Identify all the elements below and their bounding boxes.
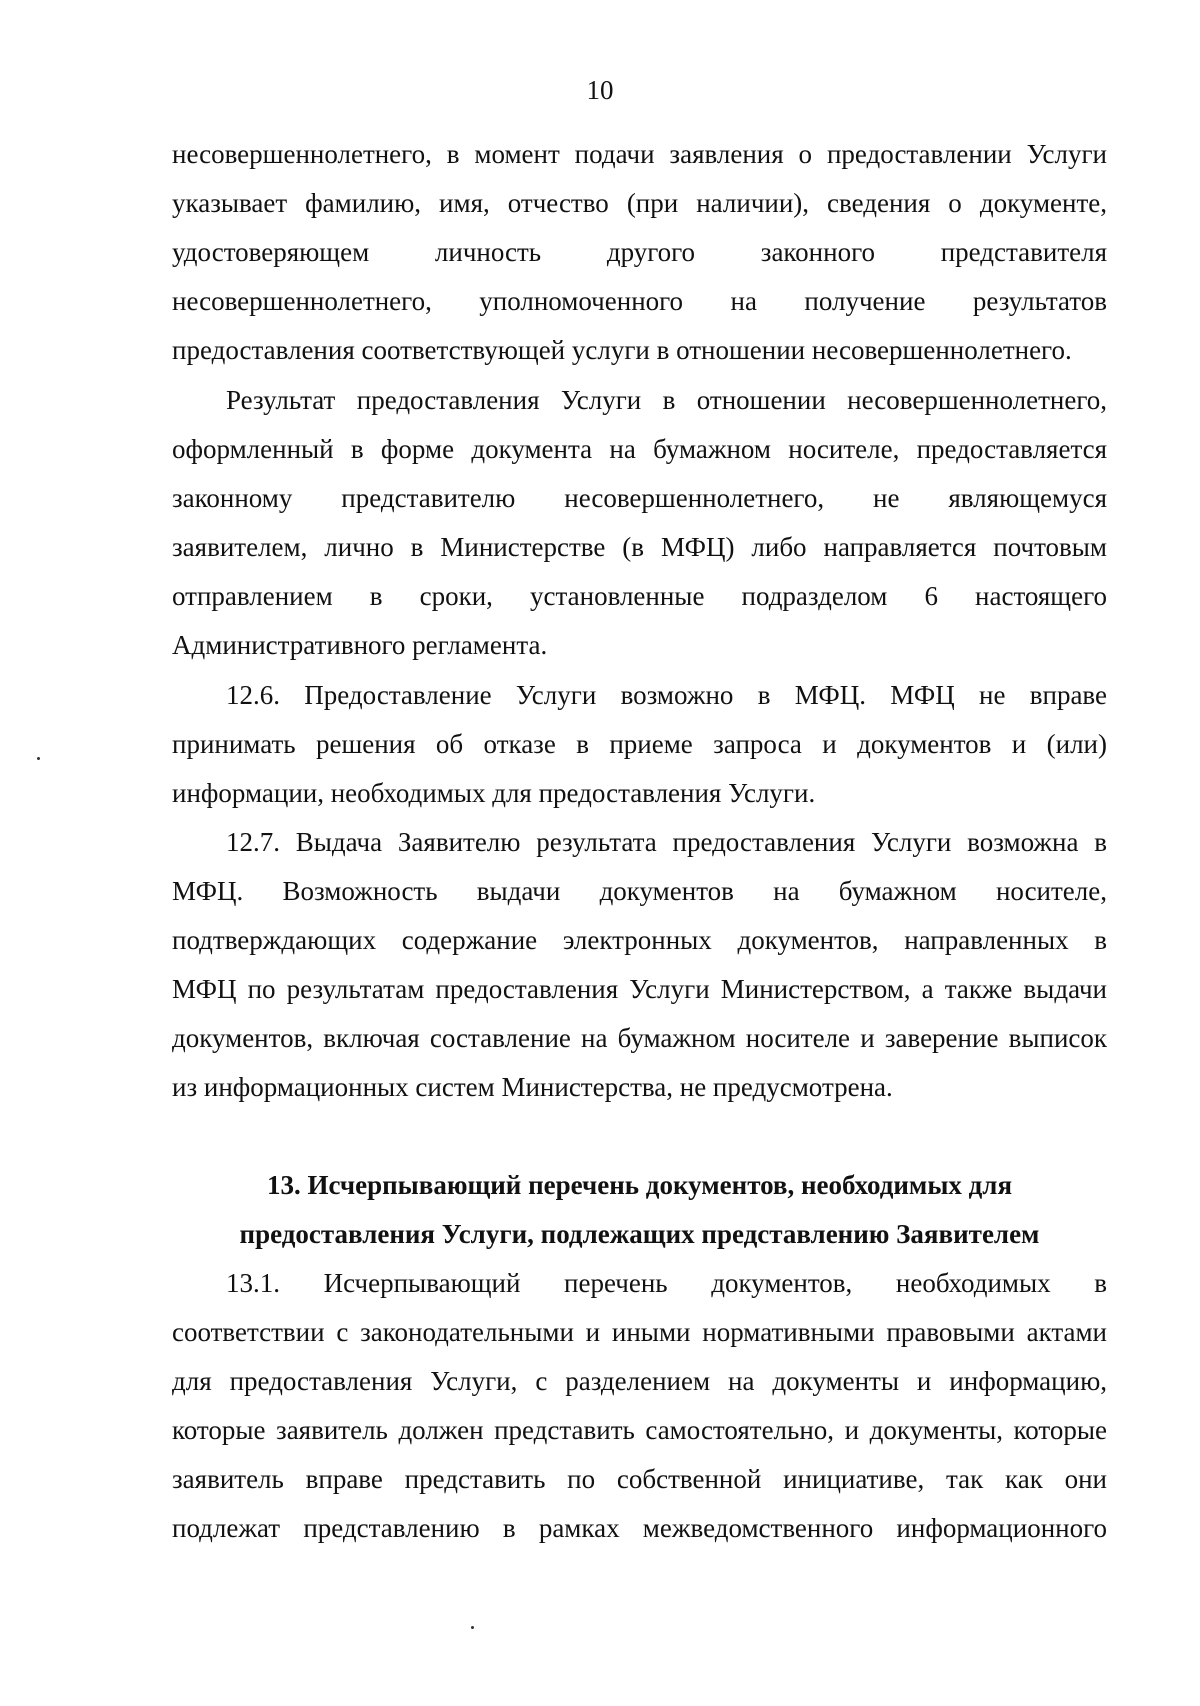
paragraph-line: указывает фамилию, имя, отчество (при наличии), сведения о документе, [172,188,1107,218]
paragraph-line: МФЦ. Возможность выдачи документов на бумажном носителе, [172,876,1107,906]
paragraph-line: 13.1. Исчерпывающий перечень документов, необходимых в [226,1268,1107,1298]
page-number: 10 [586,75,614,105]
paragraph-line: документов, включая составление на бумажном носителе и заверение выписок [172,1023,1107,1053]
paragraph-line: которые заявитель должен представить самостоятельно, и документы, которые [172,1415,1107,1445]
section-heading-line: 13. Исчерпывающий перечень документов, необходимых для [266,1170,1013,1200]
paragraph-line: соответствии с законодательными и иными нормативными правовыми актами [172,1317,1107,1347]
paragraph-line: удостоверяющем личность другого законного представителя [172,237,1107,267]
paragraph-line: отправлением в сроки, установленные подразделом 6 настоящего [172,581,1107,611]
paragraph-line: 12.7. Выдача Заявителю результата предоставления Услуги возможна в [226,827,1107,857]
paragraph-line: предоставления соответствующей услуги в отношении несовершеннолетнего. [172,335,1072,365]
paragraph-line: 12.6. Предоставление Услуги возможно в МФЦ. МФЦ не вправе [226,680,1107,710]
paragraph-line: Результат предоставления Услуги в отношении несовершеннолетнего, [226,385,1107,415]
section-heading-line: предоставления Услуги, подлежащих представлению Заявителем [239,1219,1040,1249]
paragraph-line: МФЦ по результатам предоставления Услуги Министерством, а также выдачи [172,974,1107,1004]
paragraph-line: из информационных систем Министерства, не предусмотрена. [172,1072,893,1102]
paragraph-line: для предоставления Услуги, с разделением на документы и информацию, [172,1366,1107,1396]
scan-speck [37,757,40,760]
paragraph-line: несовершеннолетнего, в момент подачи заявления о предоставлении Услуги [172,139,1107,169]
paragraph-line: информации, необходимых для предоставления Услуги. [172,778,816,808]
scan-speck [471,1626,474,1629]
paragraph-line: законному представителю несовершеннолетнего, не являющемуся [172,483,1107,513]
paragraph-line: принимать решения об отказе в приеме запроса и документов и (или) [172,729,1107,759]
paragraph-line: Административного регламента. [172,630,548,660]
paragraph-line: подтверждающих содержание электронных документов, направленных в [172,925,1107,955]
paragraph-line: несовершеннолетнего, уполномоченного на получение результатов [172,286,1107,316]
paragraph-line: подлежат представлению в рамках межведомственного информационного [172,1513,1107,1543]
paragraph-line: оформленный в форме документа на бумажном носителе, предоставляется [172,434,1107,464]
paragraph-line: заявитель вправе представить по собственной инициативе, так как они [172,1464,1107,1494]
paragraph-line: заявителем, лично в Министерстве (в МФЦ) либо направляется почтовым [172,532,1107,562]
